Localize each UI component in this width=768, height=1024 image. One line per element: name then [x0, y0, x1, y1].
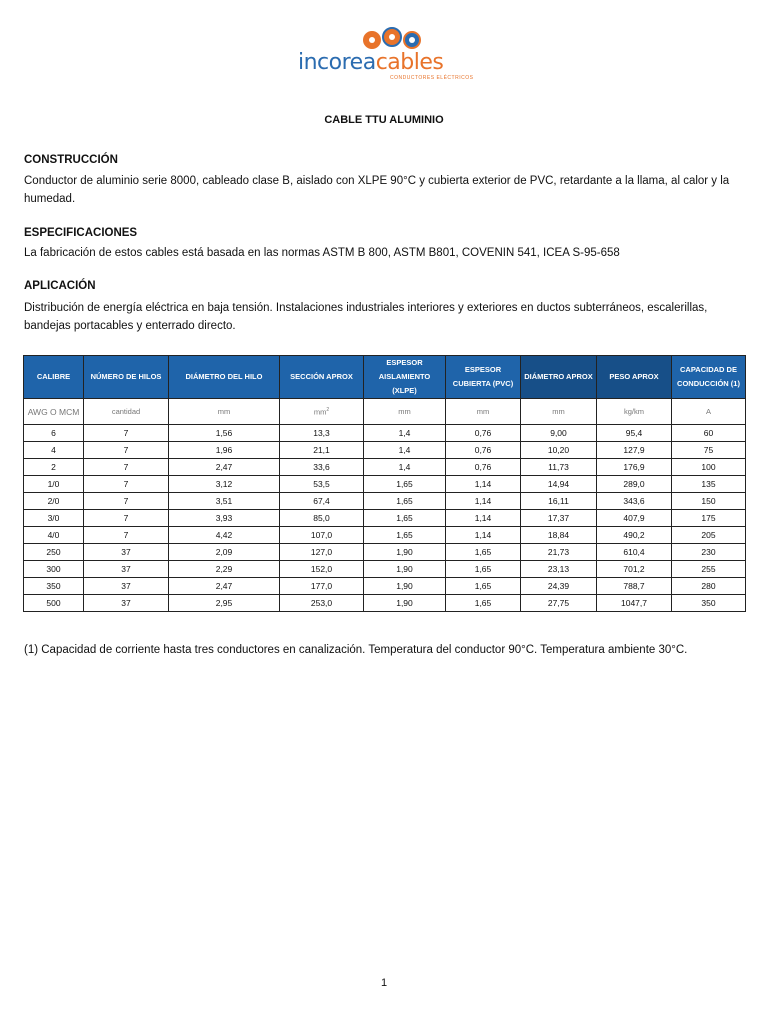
table-cell: 253,0 — [280, 595, 364, 612]
table-cell: 127,0 — [280, 544, 364, 561]
specifications-table — [23, 355, 746, 612]
table-cell: 16,11 — [521, 493, 597, 510]
table-cell: 3,12 — [169, 476, 280, 493]
table-cell: 1,14 — [446, 527, 521, 544]
header-diametro-aprox: DIÁMETRO APROX — [521, 356, 597, 399]
company-logo — [298, 26, 473, 84]
header-espesor-cubierta: ESPESOR CUBIERTA (PVC) — [446, 356, 521, 399]
table-cell: 1,65 — [364, 510, 446, 527]
table-cell: 2/0 — [24, 493, 84, 510]
table-cell: 150 — [672, 493, 746, 510]
table-cell: 1,65 — [446, 561, 521, 578]
table-cell: 7 — [84, 510, 169, 527]
table-cell: 788,7 — [597, 578, 672, 595]
application-text: Distribución de energía eléctrica en baja tensión. Instalaciones industriales interiores y exteriores en ductos subterráneos, escalerillas, bandejas portacables y enterrado directo. — [24, 302, 708, 332]
table-cell: 250 — [24, 544, 84, 561]
header-capacidad: CAPACIDAD DE CONDUCCIÓN (1) — [672, 356, 746, 399]
table-cell: 1,4 — [364, 459, 446, 476]
specifications-heading: ESPECIFICACIONES — [24, 227, 138, 239]
table-cell: 2,29 — [169, 561, 280, 578]
table-cell: 37 — [84, 578, 169, 595]
unit-cell: mm — [446, 399, 521, 425]
unit-cell: cantidad — [84, 399, 169, 425]
table-cell: 18,84 — [521, 527, 597, 544]
table-cell: 1047,7 — [597, 595, 672, 612]
cable-reels-icon — [362, 26, 422, 52]
table-cell: 13,3 — [280, 425, 364, 442]
table-cell: 21,1 — [280, 442, 364, 459]
table-cell: 1,90 — [364, 561, 446, 578]
table-cell: 127,9 — [597, 442, 672, 459]
table-cell: 95,4 — [597, 425, 672, 442]
header-seccion: SECCIÓN APROX — [280, 356, 364, 399]
table-row — [24, 527, 746, 544]
table-cell: 350 — [672, 595, 746, 612]
table-cell: 7 — [84, 425, 169, 442]
table-cell: 27,75 — [521, 595, 597, 612]
table-cell: 67,4 — [280, 493, 364, 510]
unit-cell: mm — [364, 399, 446, 425]
table-row — [24, 595, 746, 612]
table-cell: 1,90 — [364, 544, 446, 561]
construction-heading: CONSTRUCCIÓN — [24, 154, 118, 166]
table-cell: 4 — [24, 442, 84, 459]
table-cell: 3,51 — [169, 493, 280, 510]
header-peso: PESO APROX — [597, 356, 672, 399]
unit-cell: mm — [169, 399, 280, 425]
table-cell: 2 — [24, 459, 84, 476]
application-heading: APLICACIÓN — [24, 280, 96, 292]
table-row — [24, 442, 746, 459]
table-row — [24, 425, 746, 442]
unit-cell: $mm^2$ — [280, 399, 364, 425]
table-cell: 177,0 — [280, 578, 364, 595]
table-cell: 7 — [84, 493, 169, 510]
table-cell: 1,14 — [446, 476, 521, 493]
unit-cell: A — [672, 399, 746, 425]
table-row — [24, 493, 746, 510]
table-cell: 2,09 — [169, 544, 280, 561]
table-cell: 7 — [84, 527, 169, 544]
table-cell: 1,90 — [364, 578, 446, 595]
table-cell: 7 — [84, 459, 169, 476]
table-row — [24, 459, 746, 476]
table-cell: 205 — [672, 527, 746, 544]
table-cell: 1,4 — [364, 425, 446, 442]
table-cell: 1,65 — [364, 493, 446, 510]
table-cell: 610,4 — [597, 544, 672, 561]
table-cell: 1,90 — [364, 595, 446, 612]
table-cell: 407,9 — [597, 510, 672, 527]
table-cell: 9,00 — [521, 425, 597, 442]
table-cell: 11,73 — [521, 459, 597, 476]
unit-cell: kg/km — [597, 399, 672, 425]
table-cell: 230 — [672, 544, 746, 561]
header-calibre: CALIBRE — [24, 356, 84, 399]
table-cell: 500 — [24, 595, 84, 612]
table-cell: 53,5 — [280, 476, 364, 493]
table-cell: 107,0 — [280, 527, 364, 544]
table-row — [24, 578, 746, 595]
table-cell: 1,56 — [169, 425, 280, 442]
specifications-text: La fabricación de estos cables está basada en las normas ASTM B 800, ASTM B801, COVENIN 541, ICEA S-95-658 — [24, 247, 620, 259]
table-cell: 175 — [672, 510, 746, 527]
table-cell: 1/0 — [24, 476, 84, 493]
table-cell: 1,14 — [446, 493, 521, 510]
table-cell: 3/0 — [24, 510, 84, 527]
table-cell: 2,95 — [169, 595, 280, 612]
table-cell: 701,2 — [597, 561, 672, 578]
table-cell: 6 — [24, 425, 84, 442]
table-cell: 152,0 — [280, 561, 364, 578]
table-cell: 2,47 — [169, 578, 280, 595]
table-row — [24, 510, 746, 527]
unit-cell: AWG O MCM — [24, 399, 84, 425]
table-cell: 10,20 — [521, 442, 597, 459]
table-cell: 37 — [84, 561, 169, 578]
table-cell: 1,4 — [364, 442, 446, 459]
unit-cell: mm — [521, 399, 597, 425]
table-cell: 1,96 — [169, 442, 280, 459]
table-cell: 343,6 — [597, 493, 672, 510]
units-row — [24, 399, 746, 425]
table-cell: 37 — [84, 544, 169, 561]
logo-wordmark: incoreacables — [298, 50, 444, 75]
table-cell: 300 — [24, 561, 84, 578]
table-cell: 17,37 — [521, 510, 597, 527]
table-row — [24, 561, 746, 578]
table-row — [24, 476, 746, 493]
table-cell: 37 — [84, 595, 169, 612]
page-number: 1 — [380, 977, 388, 989]
table-header-row — [24, 356, 746, 399]
table-cell: 21,73 — [521, 544, 597, 561]
table-cell: 289,0 — [597, 476, 672, 493]
table-cell: 176,9 — [597, 459, 672, 476]
table-cell: 100 — [672, 459, 746, 476]
table-cell: 1,65 — [446, 578, 521, 595]
table-cell: 2,47 — [169, 459, 280, 476]
table-cell: 350 — [24, 578, 84, 595]
table-cell: 0,76 — [446, 442, 521, 459]
table-cell: 4/0 — [24, 527, 84, 544]
logo-tagline: CONDUCTORES ELÉCTRICOS — [390, 75, 474, 81]
table-cell: 33,6 — [280, 459, 364, 476]
table-cell: 4,42 — [169, 527, 280, 544]
table-cell: 23,13 — [521, 561, 597, 578]
header-espesor-aislamiento: ESPESOR AISLAMIENTO (XLPE) — [364, 356, 446, 399]
construction-text: Conductor de aluminio serie 8000, cableado clase B, aislado con XLPE 90°C y cubierta exterior de PVC, retardante a la llama, al calor y la humedad. — [24, 175, 730, 205]
table-row — [24, 544, 746, 561]
header-numero-hilos: NÚMERO DE HILOS — [84, 356, 169, 399]
table-cell: 14,94 — [521, 476, 597, 493]
table-cell: 0,76 — [446, 425, 521, 442]
table-cell: 75 — [672, 442, 746, 459]
table-cell: 24,39 — [521, 578, 597, 595]
table-cell: 7 — [84, 442, 169, 459]
table-cell: 0,76 — [446, 459, 521, 476]
table-cell: 7 — [84, 476, 169, 493]
table-cell: 1,65 — [446, 544, 521, 561]
table-cell: 85,0 — [280, 510, 364, 527]
table-cell: 3,93 — [169, 510, 280, 527]
table-cell: 280 — [672, 578, 746, 595]
footnote: (1) Capacidad de corriente hasta tres conductores en canalización. Temperatura del conductor 90°C. Temperatura ambiente 30°C. — [24, 644, 688, 656]
table-cell: 1,14 — [446, 510, 521, 527]
table-cell: 60 — [672, 425, 746, 442]
header-diametro-hilo: DIÁMETRO DEL HILO — [169, 356, 280, 399]
table-cell: 135 — [672, 476, 746, 493]
table-cell: 1,65 — [364, 527, 446, 544]
document-title: CABLE TTU ALUMINIO — [324, 114, 444, 126]
table-cell: 1,65 — [364, 476, 446, 493]
table-cell: 255 — [672, 561, 746, 578]
table-cell: 1,65 — [446, 595, 521, 612]
table-cell: 490,2 — [597, 527, 672, 544]
